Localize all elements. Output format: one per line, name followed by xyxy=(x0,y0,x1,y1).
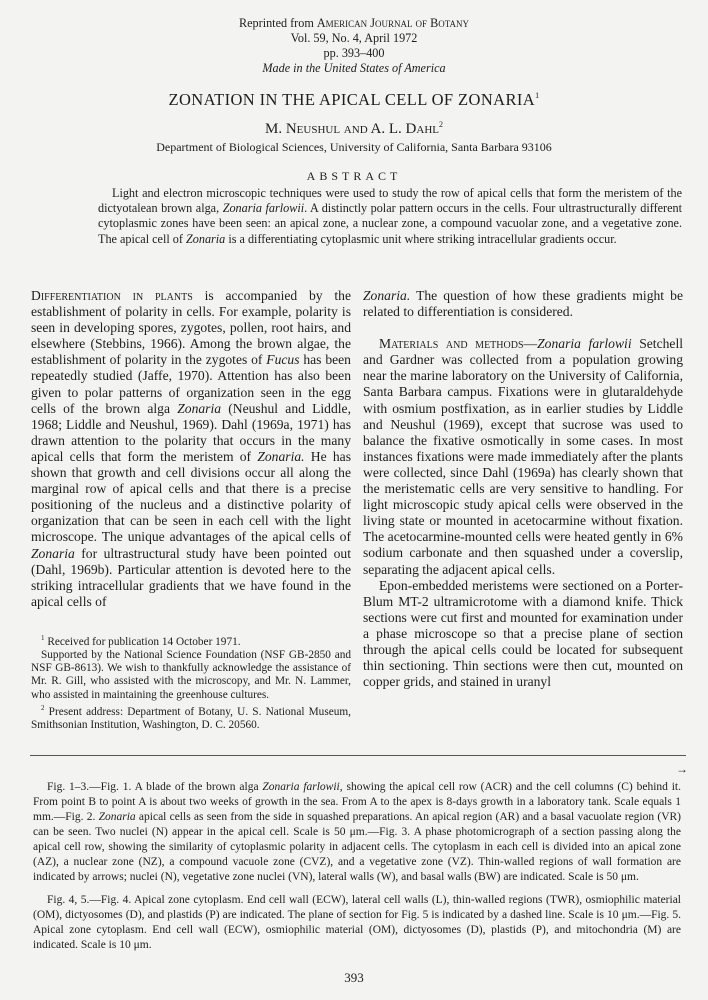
abstract-heading: ABSTRACT xyxy=(306,169,402,183)
article-authors: M. Neushul and A. L. Dahl$^2$ xyxy=(265,120,443,137)
footnote-1: $^1$ Received for publication 14 October 1971. xyxy=(41,634,241,648)
article-title: ZONATION IN THE APICAL CELL OF ZONARIA$^1$ xyxy=(168,90,540,109)
intro-paragraph-continued: Zonaria. The question of how these gradients might be related to differentiation is considered. xyxy=(363,288,683,320)
reprint-header xyxy=(0,16,708,76)
volume-line: Vol. 59, No. 4, April 1972 xyxy=(290,31,418,45)
right-column xyxy=(363,288,683,690)
left-column xyxy=(31,288,351,610)
figure-captions xyxy=(33,780,681,961)
footnotes xyxy=(31,632,351,732)
intro-paragraph: Differentiation in plants is accompanied by the establishment of polarity in cells. For example, polarity is seen in developing spores, zygotes, pollen, root hairs, and elsewhere (Stebbins, 1966). Among the brown algae, the establishment of polarity in the zygotes of Fucus has been repeatedly studied (Jaffe, 1970). Attention has also been given to polar patterns of organization seen in the egg cells of the brown alga Zonaria (Neushul and Liddle, 1968; Liddle and Neushul, 1969). Dahl (1969a, 1971) has drawn attention to the polarity that occurs in the many apical cells that form the meristem of Zonaria. He has shown that growth and cell divisions occur all along the marginal row of apical cells and that there is a precise positioning of the nucleus and a distinctive polarity of organization that can be seen in each cell with the light microscope. The unique advantages of the apical cells of Zonaria for ultrastructural study have been pointed out (Dahl, 1969b). Particular attention is devoted here to the striking intracellular gradients that we have found in the apical cells of xyxy=(31,288,351,609)
page-number: 393 xyxy=(344,970,364,985)
author-footnote-mark: 2 xyxy=(439,120,443,129)
footnote-1-support: Supported by the National Science Foundation (NSF GB-2850 and NSF GB-8613). We wish to thankfully acknowledge the assistance of Mr. R. Gill, who assisted with the microscopy, and Mr. N. Lammer, who assisted in maintaining the greenhouse cultures. xyxy=(31,648,351,701)
journal-name: American Journal of Botany xyxy=(316,16,469,30)
abstract-text: Light and electron microscopic techniques were used to study the row of apical cells that form the meristem of the dictyotalean brown alga, Zonaria farlowii. A distinctly polar pattern occurs in the cells. Four ultrastructurally different cytoplasmic zones have been seen: an apical zone, a nuclear zone, a compound vacuolar zone, and a vegetative zone. The apical cell of Zonaria is a differentiating cytoplasmic unit where striking intracellular gradients occur. xyxy=(98,186,683,246)
reprint-line: Reprinted from American Journal of Botany xyxy=(239,16,469,30)
horizontal-divider xyxy=(30,755,686,756)
affiliation: Department of Biological Sciences, University of California, Santa Barbara 93106 xyxy=(156,140,552,154)
caption-fig-4-5: Fig. 4, 5.—Fig. 4. Apical zone cytoplasm. End cell wall (ECW), lateral cell walls (L), thin-walled regions (TWR), osmiophilic material (OM), dictyosomes (D), and plastids (P) are indicated. The plane of section for Fig. 5 is indicated by a dashed line. Scale is 10 μm.—Fig. 5. Apical zone cytoplasm. End cell wall (ECW), osmiophilic material (OM), dictyosomes (D), plastids (P), and mitochondria (M) are indicated. Scale is 10 μm. xyxy=(33,894,681,951)
methods-paragraph-2: Epon-embedded meristems were sectioned on a Porter-Blum MT-2 ultramicrotome with a diamond knife. Thick sections were cut first and mounted for examination under a phase microscope so that a precise plane of section through the apical cells could be located for subsequent thin sectioning. Thin sections were then cut, mounted on copper grids, and stained in uranyl xyxy=(363,577,683,690)
caption-fig-1-3: Fig. 1–3.—Fig. 1. A blade of the brown alga Zonaria farlowii, showing the apical cell row (ACR) and the cell columns (C) behind it. From point B to point A is about two weeks of growth in the sea. From A to the apex is 8-days growth in a laboratory tank. Scale equals 1 mm.—Fig. 2. Zonaria apical cells as seen from the side in squashed preparations. An apical region (AR) and a basal vacuolate region (VR) can be seen. Two nuclei (N) appear in the apical cell. Scale is 50 μm.—Fig. 3. A phase photomicrograph of a section passing along the apical cell row, showing the similarity of cytoplasmic polarity in adjacent cells. The cytoplasm in each cell is divided into an apical zone (AZ), a nuclear zone (NZ), a compound vacuole zone (CVZ), and a vegetative zone (VZ). Thin-walled regions of wall formation are indicated by arrows; nuclei (N), vegetative zone nuclei (VN), lateral walls (W), and basal walls (BW) are indicated. Scale is 50 μm. xyxy=(33,781,681,883)
intro-lead: Differentiation in plants xyxy=(31,288,193,303)
methods-heading: Materials and methods xyxy=(379,336,524,352)
methods-paragraph-1: Materials and methods—Zonaria farlowii Setchell and Gardner was collected from a population growing near the marine laboratory on the University of California, Santa Barbara campus. Fixations were in glutaraldehyde with osmium postfixation, as in earlier studies by Liddle and Neushul (1969), except that sucrose was used to balance the fixative osmotically in some cases. In most instances fixations were made immediately after the plants were collected, since Dahl (1969a) has clearly shown that the meristematic cells are very sensitive to handling. For light microscopic study apical cells were observed in the living state or mounted in acetocarmine without fixation. The acetocarmine-mounted cells were heated gently in 6% sodium carbonate and then squashed under a coverslip, separating the adjacent apical cells. xyxy=(363,336,684,577)
continue-arrow-icon: → xyxy=(676,762,688,776)
made-in-line: Made in the United States of America xyxy=(262,61,446,75)
title-footnote-mark: 1 xyxy=(535,91,540,100)
page-range: pp. 393–400 xyxy=(323,46,385,60)
footnote-2: $^2$ Present address: Department of Botany, U. S. National Museum, Smithsonian Institution, Washington, D. C. 20560. xyxy=(31,703,351,731)
